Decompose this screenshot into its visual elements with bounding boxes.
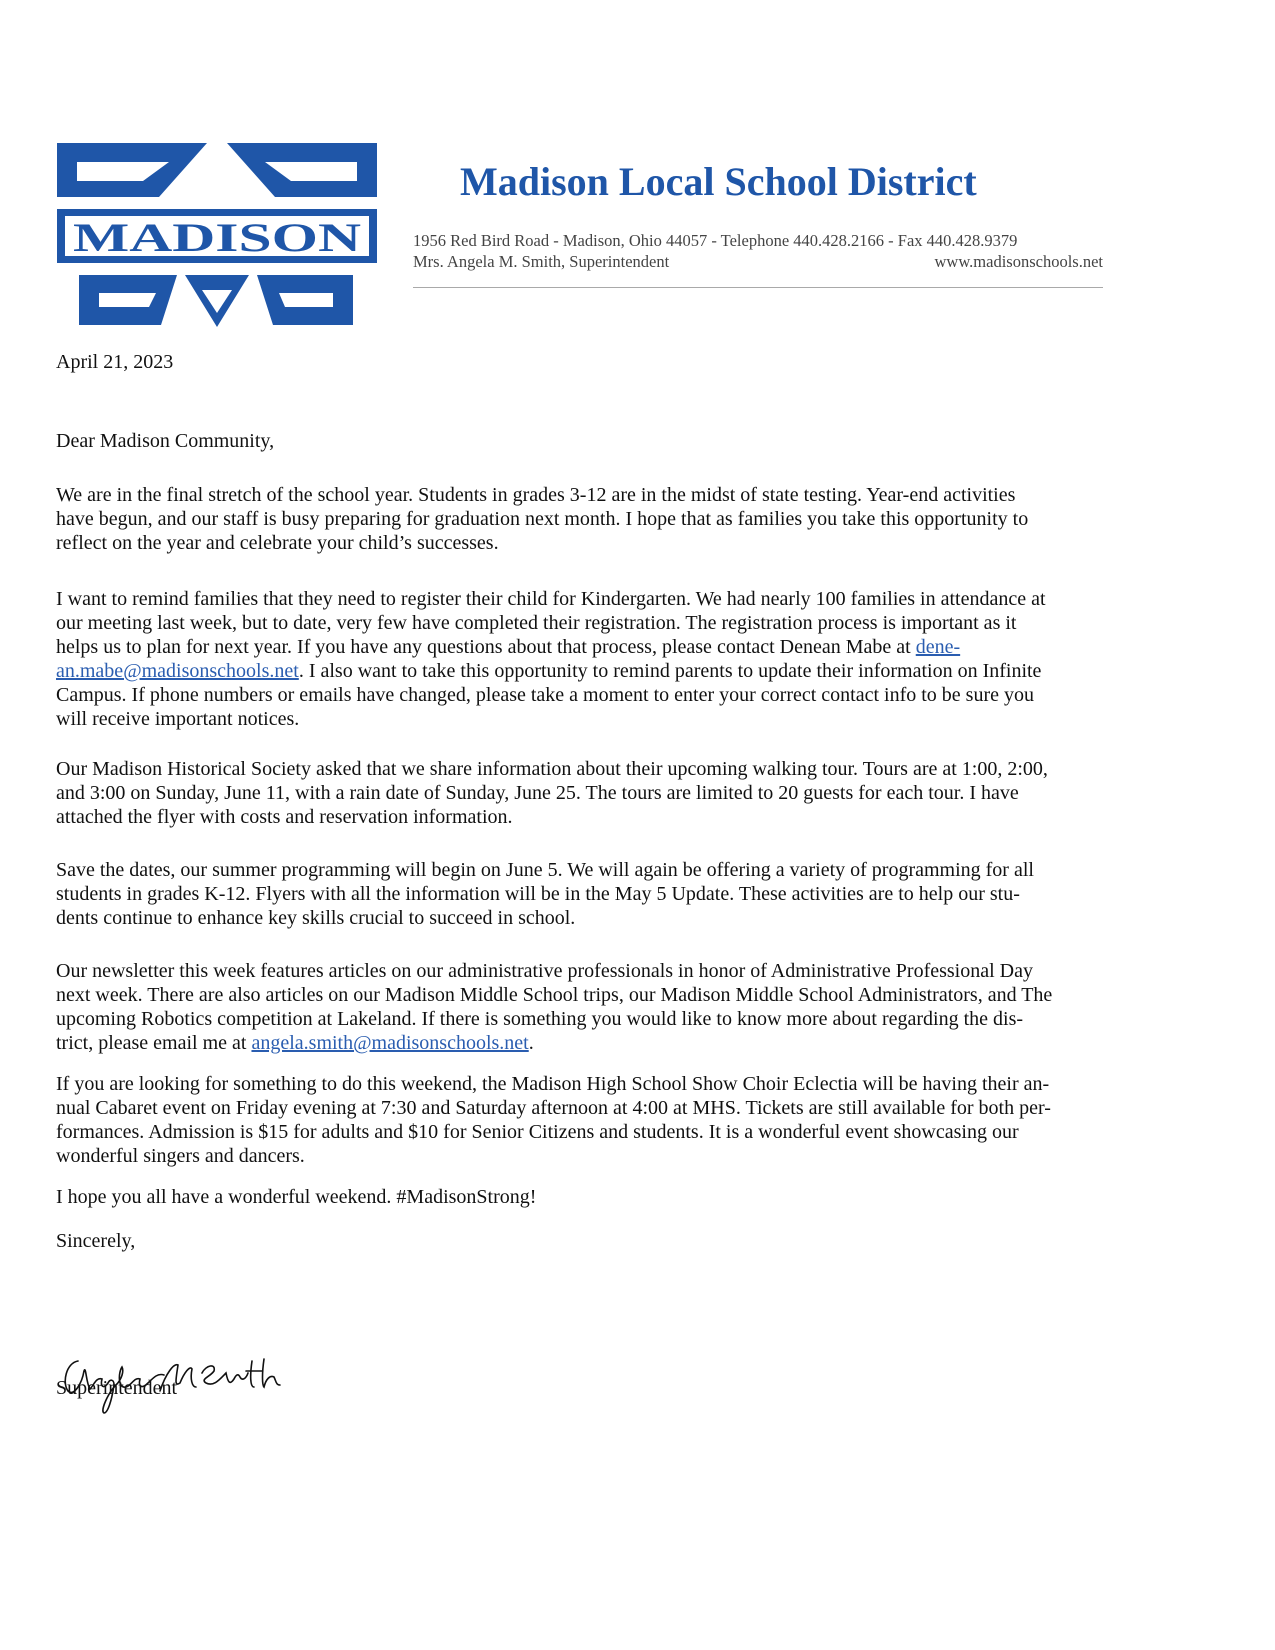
website-link[interactable]: www.madisonschools.net (934, 252, 1103, 271)
logo-bottom-chevron (185, 275, 249, 327)
paragraph-2: I want to remind families that they need to register their child for Kindergarten. We had nearly 100 families in attendance at our meeting last week, but to date, very few have completed their registration. The registration process is important as it helps us to plan for next year. If you have any questions about that process, please contact Denean Mabe at dene- an.mabe@madisonschools.net. I also want to take this opportunity to remind parents to update their information on Infinite Campus. If phone numbers or emails have changed, please take a moment to enter your correct contact info to be sure you will receive important notices. (56, 588, 1046, 730)
paragraph-6: If you are looking for something to do this weekend, the Madison High School Show Choir Eclectia will be having their an- nual Cabaret event on Friday evening at 7:30 and Saturday afternoon at 4:00 at MHS. Tickets are still available for both per- formances. Admission is $15 for adults and $10 for Senior Citizens and students. It is a wonderful event showcasing our wonderful singers and dancers. (56, 1073, 1051, 1167)
district-title: Madison Local School District (460, 159, 977, 204)
paragraph-1: We are in the final stretch of the school year. Students in grades 3-12 are in the midst of state testing. Year-end activities have begun, and our staff is busy preparing for graduation next month. I hope that as families you take this opportunity to reflect on the year and celebrate your child’s successes. (56, 484, 1029, 554)
paragraph-5: Our newsletter this week features articles on our administrative professionals in honor of Administrative Professional Day next week. There are also articles on our Madison Middle School trips, our Madison Middle School Administrators, and The upcoming Robotics competition at Lakeland. If there is something you would like to know more about regarding the dis- trict, please email me at angela.smith@madisonschools.net. (56, 960, 1053, 1054)
closing: Sincerely, (56, 1230, 136, 1252)
logo-wordmark: MADISON (73, 215, 362, 260)
letter-date: April 21, 2023 (56, 351, 174, 373)
logo-bottom-left-block (79, 275, 177, 325)
smith-email-link[interactable]: angela.smith@madisonschools.net (251, 1032, 529, 1054)
header-divider (413, 287, 1103, 288)
closing-wish: I hope you all have a wonderful weekend. #MadisonStrong! (56, 1186, 537, 1208)
logo-bottom-right-block (257, 275, 353, 325)
paragraph-3: Our Madison Historical Society asked that we share information about their upcoming walking tour. Tours are at 1:00, 2:00, and 3:00 on Sunday, June 11, with a rain date of Sunday, June 25. The tours are limited to 20 guests for each tour. I have attached the flyer with costs and reservation information. (56, 758, 1048, 828)
signatory-title: Superintendent (56, 1377, 178, 1399)
logo-top-left-block (57, 143, 207, 197)
paragraph-4: Save the dates, our summer programming will begin on June 5. We will again be offering a variety of programming for all students in grades K-12. Flyers with all the information will be in the May 5 Update. These activities are to help our stu- dents continue to enhance key skills crucial to succeed in school. (56, 859, 1034, 929)
logo-top-right-block (227, 143, 377, 197)
mabe-email-link-cont[interactable]: an.mabe@madisonschools.net (56, 660, 299, 682)
superintendent-line: Mrs. Angela M. Smith, Superintendent (413, 252, 670, 271)
madison-logo (57, 143, 377, 341)
salutation: Dear Madison Community, (56, 430, 275, 452)
mabe-email-link[interactable]: dene- (915, 636, 961, 658)
contact-line: 1956 Red Bird Road - Madison, Ohio 44057 - Telephone 440.428.2166 - Fax 440.428.9379 (413, 231, 1018, 250)
